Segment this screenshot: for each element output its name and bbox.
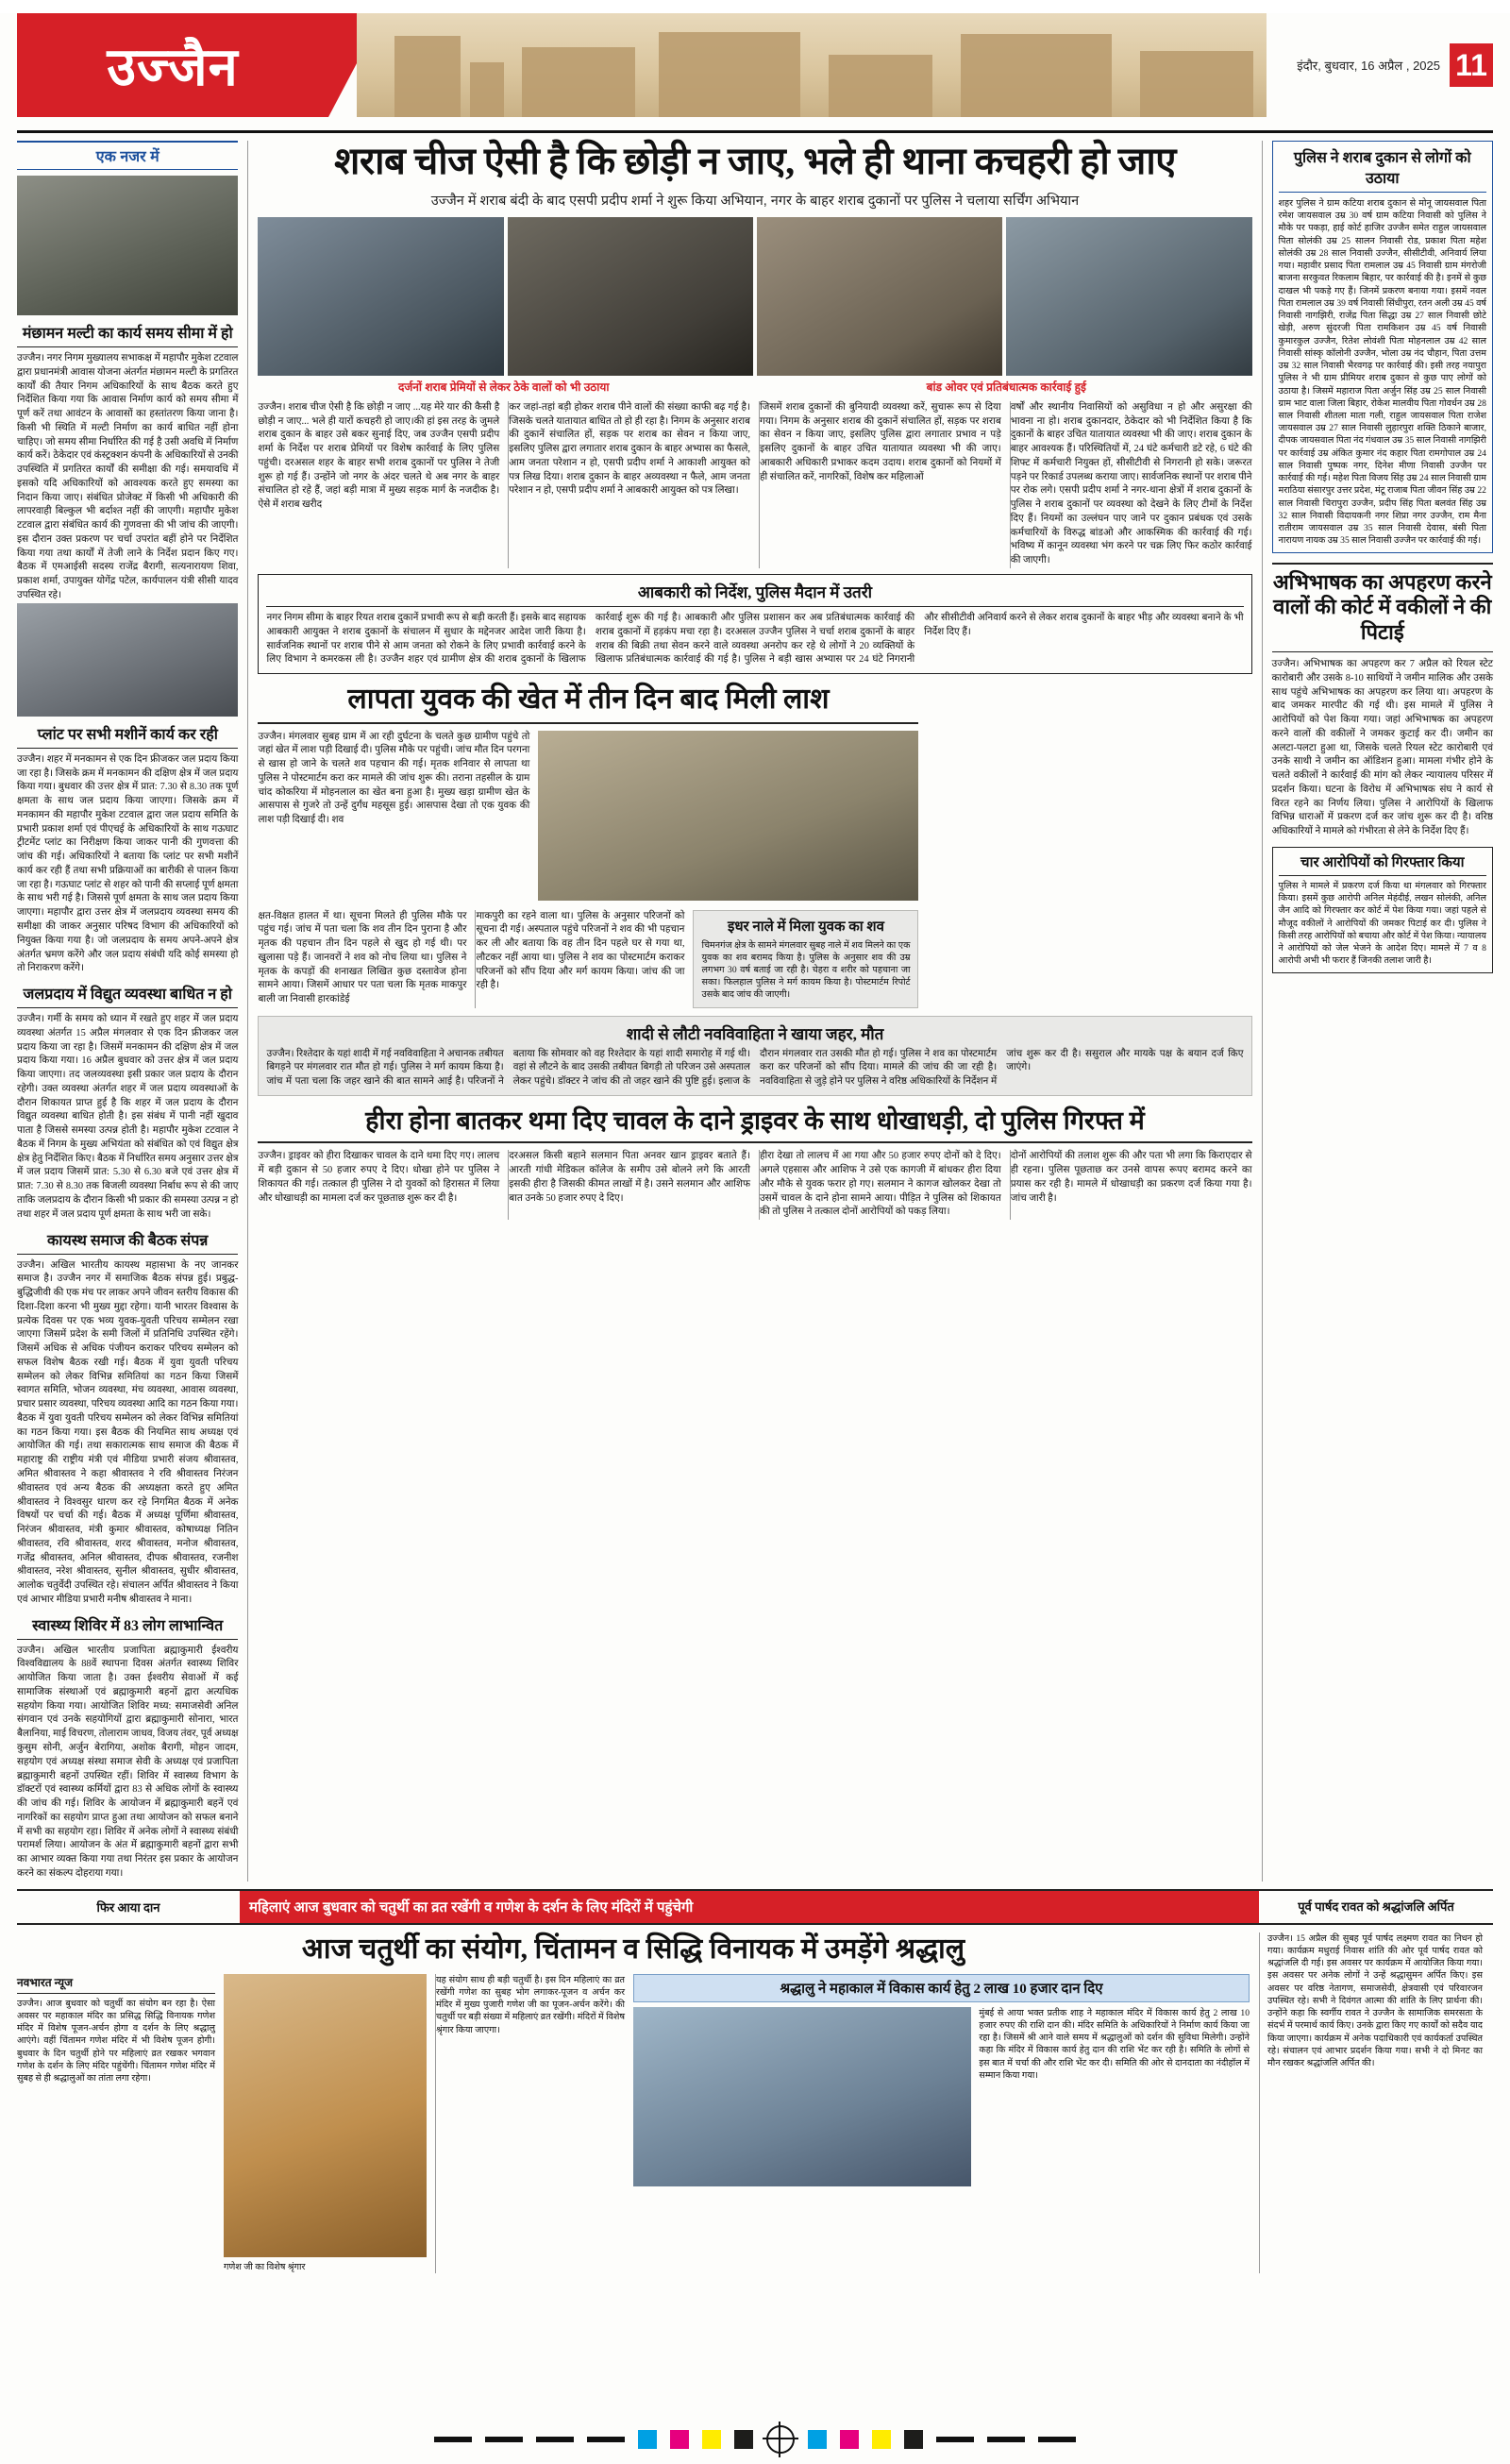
- poison-headline: शादी से लौटी नवविवाहिता ने खाया जहर, मौत: [626, 1024, 884, 1043]
- left-story-3-headline: जलप्रदाय में विद्युत व्यवस्था बाधित न हो: [17, 980, 238, 1008]
- donation-photo: [633, 2007, 971, 2186]
- rice-fraud-story: [258, 1105, 1251, 1220]
- left-story-4-body: उज्जैन। अखिल भारतीय कायस्थ महासभा के नए जानकर समाज है। उज्जैन नगर में समाजिक बैठक संपन्न हुई। प्रबुद्ध-बुद्धिजीवी की एक मंच पर लाकर अपने जीवन स्तरीय विकास की दिशा-दिशा करना भी मुख्य मुद्दा रहेगा। यानी भारतर विश्वास के प्रत्येक दिवस पर एक भव्य युवक-युवती परिचय सम्मेलन रखा जाएगा जिसमें प्रदेश के समी जिलों में प्रतिनिधि उपस्थित रहेंगे। जिसमें अधिक से अधिक पंजीयन कराकर परिचय सम्मेलन को सफल विशेष बैठक रखी गई। बैठक में युवा युवती परिचय सम्मेलन को लेकर विभिन्न समितियां का गठन किया जिसमें स्वागत समिति, भोजन व्यवस्था, मंच व्यवस्था, आवास व्यवस्था, प्रचार प्रसार व्यवस्था, परिचय व्यवस्था आदि का गठन किया गया। बैठक में युवा युवती परिचय सम्मेलन को लेकर विभिन्न समितियां का गठन किया गया। इस बैठक की नियमित साथ अध्यक्ष एवं आयोजित की गई। तथा सकारात्मक साथ समाज की बैठक में महाराष्ट्र की राष्ट्रीय मंत्री एवं मीडिया प्रभारी संजय श्रीवास्तव, अमित श्रीवास्तव ने कहा श्रीवास्तव ने रवि श्रीवास्तव निरंजन श्रीवास्तव एवं अन्य बैठक की अध्यक्षता करते हुए अमित श्रीवास्तव ने विश्वसुर धारण कर रहे निगमित बैठक में अनेक विषयों पर चर्चा की गई। बैठक में अध्यक्ष पूर्णिमा श्रीवास्तव, निरंजन श्रीवास्तव, मंत्री कुमार श्रीवास्तव, कोषाध्यक्ष नितिन श्रीवास्तव, रवि श्रीवास्तव, शरद श्रीवास्तव, मनोज श्रीवास्तव, गजेंद्र श्रीवास्तव, अनिल श्रीवास्तव, दीपक श्रीवास्तव, रजनीश श्रीवास्तव, नरेश श्रीवास्तव, सुनील श्रीवास्तव, सुधीर श्रीवास्तव, आलोक चतुर्वेदी उपस्थित रहे। संचालन अर्पित श्रीवास्तव ने किया एवं आभार मीडिया प्रभारी मनीष श्रीवास्तव ने माना।: [17, 1259, 239, 1605]
- masthead-dateline: इंदौर, बुधवार, 16 अप्रैल , 2025: [1297, 59, 1440, 73]
- liquor-pickup-body: शहर पुलिस ने ग्राम कटिया शराब दुकान से मोनू जायसवाल पिता रमेश जायसवाल उम्र 30 वर्ष ग्राम कटिया निवासी को पुलिस ने मौके पर पकड़ा, हाई कोर्ट हाजिर उज्जैन समेत राहुल जायसवाल पिता सोलंकी उम्र 25 सालन निवासी रोड, प्रकाश पिता महेश सोलंकी उम्र 28 साल निवासी उज्जैन, सीसीटीवी, अनिवार्य लिया गया। महावीर प्रसाद पिता रामलाल उम्र 45 निवासी ग्राम मंगरोजी बाजना सरकुवत रिकलाम बिहार, पर कार्रवाई की है। इनमें से कुछ दाखल भी पकड़े गए हैं। जिनमें प्रकरण बनाया गया। इसमें नवल पिता रामलाल उम्र 39 वर्ष निवासी सिंधीपुरा, रतन अली उम्र 45 वर्ष निवासी नागझिरी, राजेंद्र पिता सिद्धा उम्र 27 साल निवासी छोटे खेड़ी, अरुण सुंदरजी पिता रामकिशन उम्र 45 वर्ष निवासी कुमारकुल उज्जैन, रितेश लोवंशी पिता मोहनलाल उम्र 42 साल निवासी सांस्कृ कॉलोनी उज्जैन, भोला उम्र नंद चौहान, पिता उत्तम उम्र 32 साल निवासी भैरवगढ़ पर कार्रवाई की। इसी तरह नयापुरा पुलिस ने भी ग्राम प्रीमियर शराब दुकान से कुछ पाए लोगों को उठाया है। जिसमें महाराज पिता अर्जुन सिंह उम्र 25 साल निवासी ग्राम भाट वाला जिला बिहार, रोकेश मालवीय पिता गोवर्धन उम्र 28 साल निवासी शीतला माता गली, राहुल जायसवाल पिता राजेश जायसवाल उम्र 27 साल निवासी लुहारपुरा शक्ति ठिकाने बाजार, दीपक जायसवाल पिता नंद गंधवाल उम्र 35 साल निवासी नागझिरी पर कार्रवाई उम्र अंकित कुमार नंद कहार पिता रामगोपाल उम्र 24 साल निवासी पुष्पक नगर, दिनेश मीणा निवासी उज्जैन पर कार्रवाई की गई। महेश पिता विजय सिंह उम्र 24 साल निवासी ग्राम मराठिया संसारपुर उत्तर प्रदेश, मंटू राजाब पिता जीवन सिंह उम्र 22 साल निवासी चिरापुरा उज्जैन, प्रदीप सिंह पिता बलवंत सिंह उम्र 32 साल निवासी विदायकनी नगर शिप्रा नगर उज्जैन, राम मैना रातीराम जायसवाल उम्र 35 साल निवासी देवास, बंसी पिता नारायण नायक उम्र 35 साल निवासी उज्जैन पर कार्रवाई की गई।: [1278, 198, 1486, 547]
- obituary-body: उज्जैन। 15 अप्रैल की सुबह पूर्व पार्षद लक्ष्मण रावत का निधन हो गया। कार्यक्रम मधुराई निवास शांति की ओर पूर्व पार्षद रावत को श्रद्धांजलि दी गई। इस अवसर पर कार्यक्रम में आयोजित किया गया। इस अवसर पर अनेक लोगों ने उन्हें श्रद्धासुमन अर्पित किए। इस अवसर पर वरिष्ठ नेतागण, समाजसेवी, क्षेत्रवासी एवं परिवारजन उपस्थित रहे। सभी ने दिवंगत आत्मा की शांति के लिए प्रार्थना की। उन्होंने कहा कि स्वर्गीय रावत ने उज्जैन के सामाजिक समरसता के संदर्भ में परमार्थ कार्य किए। उनके द्वारा किए गए कार्यों को सदैव याद किया जाएगा। कार्यक्रम में अनेक पदाधिकारी एवं कार्यकर्ता उपस्थित रहे। संचालन एवं आभार प्रदर्शन किया गया। सभी ने दो मिनट का मौन रखकर श्रद्धांजलि अर्पित की।: [1267, 1932, 1483, 2069]
- lead-photo-caption-1: दर्जनों शराब प्रेमियों से लेकर ठेके वालों को भी उठाया: [398, 380, 610, 394]
- lead-body-col-3: जिसमें शराब दुकानों की बुनियादी व्यवस्था करें, सुचारू रूप से दिया गया। निगम के अनुसार शराब की दुकानें संचालित हों, सड़क पर शराब का सेवन न किया जाए, इसलिए पुलिस द्वारा लगातार प्रभाव न पड़े इसलिए दुकानों के बाहर उचित यातायात व्यवस्था भी की जाए। आबकारी अधिकारी प्रभाकर कदम उदाय। शराब दुकानों को नियमों में ही संचालित करें, नागरिकों, विशेष कर महिलाओं: [759, 401, 1001, 568]
- masthead-temple-photo: [357, 13, 1267, 117]
- center-column: [247, 141, 1251, 1882]
- page-number: 11: [1450, 43, 1493, 87]
- ganesh-idol-photo: [224, 1974, 427, 2257]
- drain-body-headline: इधर नाले में मिला युवक का शव: [727, 919, 884, 935]
- right-column: [1262, 141, 1493, 1882]
- bottom-band-text: महिलाएं आज बुधवार को चतुर्थी का व्रत रखेंगी व गणेश के दर्शन के लिए मंदिरों में पहुंचेगी: [240, 1891, 1259, 1923]
- ganesh-body-1: उज्जैन। आज बुधवार को चतुर्थी का संयोग बन रहा है। ऐसा अवसर पर महाकाल मंदिर का प्रसिद्ध सिद्धि विनायक गणेश मंदिर में विशेष पूजन-अर्चन होगा व दर्शन के लिए श्रद्धालु आएंगे। वहीं चिंतामन गणेश मंदिर में भी विशेष पूजन होगी। बुधवार के दिन चतुर्थी होने पर महिलाएं व्रत रखकर भगवान गणेश के दर्शन के लिए मंदिर पहुंचेंगी। चिंतामन गणेश मंदिर में सुबह से ही श्रद्धालुओं का तांता लगा रहेगा।: [17, 1998, 215, 2084]
- bottom-band-right-label: पूर्व पार्षद रावत को श्रद्धांजलि अर्पित: [1298, 1899, 1454, 1914]
- lawyer-kidnap-headline: अभिभाषक का अपहरण करने वालों की कोर्ट में वकीलों ने की पिटाई: [1272, 570, 1493, 652]
- lead-body-col-4: वर्षों और स्थानीय निवासियों को असुविधा न हो और असुरक्षा की भावना ना हो। शराब दुकानदार, ठेकेदार को भी निर्देशित किया है कि दुकानों के बाहर उचित यातायात व्यवस्था भी की जाए। शराब दुकान के बाहर आवश्यक हैं। परिस्थितियों में, 24 घंटे कर्मचारी डटे रहे, 6 घंटे की शिफ्ट में कर्मचारी नियुक्त हों, सीसीटीवी से निगरानी हो सके। जरूरत पड़ने पर रिकार्ड उपलब्ध कराया जाए। सार्वजनिक स्थानों पर शराब पीने पर रोक लगे। एसपी प्रदीप शर्मा ने नगर-थाना क्षेत्रों में शराब दुकानों के पुलिस ने शराब दुकानों पर व्यवस्था को देखने के लिए टीमों के निर्देश दिए हैं। नियमों का उल्लंघन पाए जाने पर दुकान प्रबंधक एवं उसके कर्मचारियों के विरुद्ध बांडओ और आकस्मिक की कार्रवाई की गई। भविष्य में कानून व्यवस्था भंग करने पर चक्र लिए फिर कठोर कार्रवाई की जाएगी।: [1010, 401, 1252, 568]
- registration-dash-1: [434, 2437, 472, 2442]
- lead-body-columns: [258, 401, 1251, 568]
- left-story-2-body: उज्जैन। शहर में मनकामन से एक दिन फ्रीजकर जल प्रदाय किया जा रहा है। जिसके क्रम में मनकामन की दक्षिण क्षेत्र में जल प्रदाय किया गया। बुधवार की उत्तर क्षेत्र में प्रात: 7.30 से 8.30 तक पूर्ण क्षमता के साथ जल प्रदाय किया जाएगा। जिसके क्रम में मनकामन की महापौर मुकेश टटवाल द्वारा जल प्रदाय समिति के प्रभारी प्रकाश शर्मा एवं पीएचई के अधिकारियों के साथ गऊघाट ट्रीटमेंट प्लांट का निरीक्षण किया जाकर पानी की गुणवत्ता की जांच की गई। अधिकारियों ने बताया कि प्लांट पर सभी मशीनें कार्य कर रही हैं तथा सभी प्रक्रियाओं का बारीकी से पालन किया जा रहा है। गऊघाट प्लांट से शहर को पानी की सप्लाई पूर्ण क्षमता के साथ भरी गई है। जिससे पूर्ण क्षमता के साथ जल प्रदाय किया जाएगा। महापौर द्वारा उत्तर क्षेत्र में जलप्रदाय व्यवस्था समय की समीक्षा की जाकर अनुसार परिषद विभाग की अधिकारियों को नियुक्त किया गया है। जो जलप्रदाय के समय अपने-अपने क्षेत्र अंतर्गत भ्रमण करेंगे और जल प्रदाय संबंधी यदि कोई समस्या हो तो निराकरण करेंगे।: [17, 753, 239, 974]
- missing-youth-headline: लापता युवक की खेत में तीन दिन बाद मिली लाश: [258, 684, 918, 724]
- plant-photo: [17, 603, 238, 717]
- color-swatch-yellow-2: [872, 2430, 891, 2449]
- lead-photo-strip: [258, 217, 1251, 376]
- left-story-1-body: उज्जैन। नगर निगम मुख्यालय सभाकक्ष में महापौर मुकेश टटवाल द्वारा प्रधानमंत्री आवास योजना अंतर्गत मंछामन मल्टी के प्रगतिरत कार्यों की तैयार निगम अधिकारियों के साथ बैठक करते हुए निर्देशित किया गया कि आवास निर्माण कार्य को समय सीमा में पूर्ण करें तथा आवंटन के आवासों का हस्तांतरण किया जाना है। किसी भी स्थिति में मल्टी निर्माण का कार्य बाधित नहीं होना चाहिए। जो समय सीमा निर्धारित की गई है उसी अवधि में निर्माण कार्य करें। ठेकेदार एवं कंस्ट्रक्शन कंपनी के अधिकारियों से उनकी उपस्थिति में प्रगतिरत कार्यों की समीक्षा की गई। समयावधि में इसको यदि अधिकारियों को आवश्यक करते हुए समस्या का निदान किया जाए। संबंधित प्रोजेक्ट में किसी भी अधिकारी की लापरवाही बिल्कुल भी बर्दाश्त नहीं की जाएगी। महापौर मुकेश टटवाल द्वारा संबंधित कार्य की गुणवत्ता की भी जांच की जाएगी। इस दौरान उक्त प्रकरण पर चर्चा उपरांत बहीं होने पर निर्देशित किया गया तथा कार्यों में तेजी लाने के निर्देश प्रदान किए गए। बैठक में एमआईसी सदस्य राजेंद्र बैरागी, सत्यनारायण शिवा, प्रकाश शर्मा, उपायुक्त योगेंद्र पटेल, कार्यपालन यंत्री सीसी यादव उपस्थित रहे।: [17, 353, 239, 601]
- left-story-5-headline: स्वास्थ्य शिविर में 83 लोग लाभान्वित: [17, 1612, 238, 1640]
- excise-inset-headline: आबकारी को निर्देश, पुलिस मैदान में उतरी: [266, 581, 1243, 607]
- left-column: [17, 141, 238, 1882]
- color-swatch-black: [734, 2430, 753, 2449]
- lawyer-kidnap-story: [1272, 563, 1493, 839]
- donation-story: [633, 1974, 1250, 2273]
- lead-photo-1: [258, 217, 503, 376]
- donation-headline: श्रद्धालु ने महाकाल में विकास कार्य हेतु 2 लाख 10 हजार दान दिए: [633, 1974, 1250, 2002]
- field-body-photo: [538, 731, 918, 901]
- registration-mark: [766, 2425, 795, 2454]
- liquor-pickup-headline: पुलिस ने शराब दुकान से लोगों को उठाया: [1279, 146, 1486, 193]
- liquor-pickup-box: [1272, 141, 1493, 553]
- lawyer-kidnap-body: उज्जैन। अभिभाषक का अपहरण कर 7 अप्रैल को रियल स्टेट कारोबारी और उसके 8-10 साथियों ने जमीन मालिक और उसके साथ पहुंचे अभिभाषक का अपहरण कर लिया था। अपहरण के बाद जमकर मारपीट की गई थी। इस मामले में पुलिस ने आरोपियों को पेश किया गया। जहां अभिभाषक का अपहरण करने वालों की वकीलों ने जमकर कुटाई कर दी। जमीन का अलटा-पलटा हुआ था, जिसके चलते रियल स्टेट कारोबारी एवं उनके साथी ने जमीन का ऑडिशन हुआ। मामला गंभीर होने के चलते वकीलों ने कार्रवाई की मांग को लेकर न्यायालय परिसर में प्रदर्शन किया। घटना के विरोध में अभिभाषक संघ ने कार्य से विरत रहने का निर्णय लिया। पुलिस ने आरोपियों के खिलाफ विभिन्न धाराओं में प्रकरण दर्ज कर जांच शुरू कर दी है। वरिष्ठ अधिकारियों ने मामले को गंभीरता से लेने के निर्देश दिए हैं।: [1271, 659, 1493, 837]
- registration-dash-2: [485, 2437, 523, 2442]
- meeting-photo: [17, 176, 238, 315]
- color-swatch-cyan: [638, 2430, 657, 2449]
- rice-fraud-headline: हीरा होना बातकर थमा दिए चावल के दाने ड्राइवर के साथ धोखाधड़ी, दो पुलिस गिरफ्त में: [258, 1105, 1251, 1143]
- masthead: [17, 13, 1493, 125]
- lead-photo-4: [1006, 217, 1251, 376]
- color-swatch-magenta-2: [840, 2430, 859, 2449]
- bottom-section: [17, 1889, 1493, 2273]
- lead-body-col-1: उज्जैन। शराब चीज ऐसी है कि छोड़ी न जाए ...यह मेरे यार की कैसी है छोड़ी न जाए... भले ही यारों कचहरी हो जाए।की हां इस तरह के जुमले शराब दुकान के बाहर उसे बकर सुनाई दिए, जब उज्जैन एसपी प्रदीप शर्मा के निर्देश पर शराब प्रेमियों पर विशेष कार्रवाई के लिए पुलिस पहुंची। दरअसल शहर के बाहर सभी शराब दुकानों पर पुलिस ने तेजी शुरू हो गई हैं। उन्होंने जो नगर के अंदर चलते थे अब नगर के बाहर संचालित हो रहे हैं, जहां बड़ी मात्रा में मुख्य सड़क मार्ग के नजदीक है। ऐसे में शराब खरीद: [258, 401, 500, 511]
- poison-story-box: [258, 1016, 1251, 1096]
- masthead-rule: [17, 130, 1493, 133]
- left-story-1-headline: मंछामन मल्टी का कार्य समय सीमा में हो: [17, 319, 238, 347]
- lead-photo-3: [757, 217, 1002, 376]
- page-content: [17, 141, 1493, 1882]
- left-section-label: एक नजर में: [17, 141, 238, 170]
- newspaper-page: [0, 13, 1510, 2464]
- ganesh-byline: नवभारत न्यूज: [17, 1974, 215, 1994]
- registration-dash-3: [536, 2437, 574, 2442]
- poison-body: उज्जैन। रिश्तेदार के यहां शादी में गई नवविवाहिता ने अचानक तबीयत बिगड़ने पर मंगलवार रात मौत हो गई। पुलिस ने मर्ग कायम किया है। जांच में पता चला कि जहर खाने की बात सामने आई है। परिजनों ने बताया कि सोमवार को वह रिश्तेदार के यहां शादी समारोह में गई थी। वहां से लौटने के बाद उसकी तबीयत बिगड़ी तो परिजन उसे अस्पताल लेकर पहुंचे। डॉक्टर ने जांच की तो जहर खाने की पुष्टि हुई। इलाज के दौरान मंगलवार रात उसकी मौत हो गई। पुलिस ने शव का पोस्टमार्टम करा कर परिजनों को सौंप दिया। मामले की जांच की जा रही है। नवविवाहिता से जुड़े होने पर पुलिस ने वरिष्ठ अधिकारियों के निर्देशन में जांच शुरू कर दी है। ससुराल और मायके पक्ष के बयान दर्ज किए जाएंगे।: [266, 1048, 1244, 1088]
- drain-body-box: [693, 910, 918, 1008]
- left-story-3-body: उज्जैन। गर्मी के समय को ध्यान में रखते हुए शहर में जल प्रदाय व्यवस्था अंतर्गत 15 अप्रैल मंगलवार से एक दिन फ्रीजकर जल प्रदाय किया जा रहा है। जिसमें मनकामन की दक्षिण क्षेत्र में जल प्रदाय किया गया। 16 अप्रैल बुधवार को उत्तर क्षेत्र में जल प्रदाय किया जाएगा। तद जलव्यवस्था इसी प्रकार जल प्रदाय के दौरान रहेगी। उक्त व्यवस्था अंतर्गत शहर में जल प्रदाय व्यवस्थाओं के दौरान शिकायत प्राप्त हुई है कि शहर में जल प्रदाय के दौरान विद्युत व्यवस्था बाधित होती है। इस संबंध में पानी नहीं खुदाव पाता है जिससे समस्या उत्पन्न होती है। महापौर मुकेश टटवाल ने बैठक में निगम के मुख्य अभियंता को संबंधित को एवं विद्युत क्षेत्र क्षेत्र हेतु निर्देशित किए। बैठक में निर्धारित समय अनुसार उत्तर क्षेत्र में जल प्रदाय जिसमें प्रात: 5.30 से 6.30 बजे एवं उत्तर क्षेत्र में प्रात: 7.30 से 8.30 तक बिजली व्यवस्था निर्बाध रूप से की जाए ताकि जलप्रदाय के दौरान किसी भी प्रकार की समस्या उत्पन्न न हो तथा शहर में जल प्रदाय पूर्ण क्षमता के साथ भरी जा सके।: [17, 1014, 239, 1220]
- lead-photo-2: [508, 217, 753, 376]
- ganesh-story: [17, 1932, 1250, 2273]
- ganesh-headline: आज चतुर्थी का संयोग, चिंतामन व सिद्धि विनायक में उमड़ेंगे श्रद्धालु: [301, 1932, 965, 1965]
- color-swatch-yellow: [702, 2430, 721, 2449]
- left-story-5-body: उज्जैन। अखिल भारतीय प्रजापिता ब्रह्माकुमारी ईश्वरीय विश्वविद्यालय के 88वें स्थापना दिवस अंतर्गत स्वास्थ्य शिविर आयोजित किया जाता है। उक्त ईश्वरीय सेवाओं में कई सामाजिक संस्थाओं एवं ब्रह्माकुमारी बहनों द्वारा अत्यधिक सहयोग किया गया। आयोजित शिविर मध्य: समाजसेवी अनिल संगवान एवं उनके सहयोगियों द्वारा ब्रह्माकुमारी सोनारा, भारत बैलानिया, माई विचरण, तोलाराम जाधव, विजय तंवर, पूर्व अध्यक्ष कुसुम सोनी, अर्जुन बेरागिया, अशोक बैरागी, मोहन जादम, सहयोग एवं अध्यक्ष संस्था समाज सेवी के अध्यक्ष एवं प्रजापिता ब्रह्माकुमारी बहनों उपस्थित रहीं। शिविर में स्वास्थ्य विभाग के डॉक्टरों एवं स्वास्थ्य कर्मियों द्वारा 83 से अधिक लोगों के स्वास्थ्य की जांच की गई। शिविर के आयोजन में ब्रह्माकुमारी बहनें एवं नागरिकों का सहयोग प्राप्त हुआ तथा आयोजन को सफल बनाने में सभी का सहयोग रहा। शिविर में अनेक लोगों ने स्वास्थ्य संबंधी परामर्श लिया। आयोजन के अंत में ब्रह्माकुमारी बहनों द्वारा सभी का आभार व्यक्त किया गया तथा निरंतर इस प्रकार के आयोजन करने का संकल्प दोहराया गया।: [17, 1645, 239, 1879]
- four-arrest-box: [1272, 847, 1493, 973]
- left-story-2-headline: प्लांट पर सभी मशीनें कार्य कर रही: [17, 720, 238, 749]
- obituary-story: [1259, 1932, 1483, 2273]
- donation-body: मुंबई से आया भक्त प्रतीक शाह ने महाकाल मंदिर में विकास कार्य हेतु 2 लाख 10 हजार रुपए की राशि दान की। मंदिर समिति के अधिकारियों ने निर्माण कार्य किया जा रहा है। जिसमें श्री आने वाले समय में श्रद्धालुओं को दर्शन की सुविधा मिलेगी। उन्होंने कहा कि मंदिर में विकास कार्य हेतु दान की राशि भेंट कर रही है। समिति के लोगों से इस बात में चर्चा की और राशि भेंट कर दी। समिति की ओर से दानदाता का नंदीहॉल में सम्मान किया गया।: [979, 2007, 1250, 2081]
- lead-photo-caption-2: बांड ओवर एवं प्रतिबंधात्मक कार्रवाई हुई: [926, 380, 1086, 394]
- registration-dash-4: [587, 2437, 625, 2442]
- registration-dash-5: [936, 2437, 974, 2442]
- bottom-band-left-label: फिर आया दान: [96, 1899, 160, 1915]
- color-swatch-magenta: [670, 2430, 689, 2449]
- ganesh-photo-caption: गणेश जी का विशेष श्रृंगार: [224, 2261, 306, 2272]
- masthead-right: [1276, 13, 1493, 117]
- four-arrest-headline: चार आरोपियों को गिरफ्तार किया: [1279, 852, 1486, 876]
- color-swatch-black-2: [904, 2430, 923, 2449]
- missing-youth-story: [258, 684, 918, 1008]
- left-story-4-headline: कायस्थ समाज की बैठक संपन्न: [17, 1226, 238, 1255]
- rice-fraud-body-4: दोनों आरोपियों की तलाश शुरू की और पता भी लगा कि किराएदार से ही रहना। पुलिस पूछताछ कर उनसे वापस रूपए बरामद करने का प्रयास कर रही है। मामले में धोखाधड़ी का प्रकरण दर्ज किया गया है। जांच जारी है।: [1010, 1150, 1252, 1220]
- missing-youth-body-1: उज्जैन। मंगलवार सुबह ग्राम में आ रही दुर्घटना के चलते कुछ ग्रामीण पहुंचे तो जहां खेत में लाश पड़ी दिखाई दी। पुलिस मौके पर पहुंची। जांच मौत दिन परगना से खास हो जाने के चलते शव पहचान की गई। मृतक शनिवार से लापता था पुलिस ने पोस्टमार्टम करा कर मामले की जांच शुरू की। तराना तहसील के ग्राम चांद कोकरिया में मोहनलाल का खेत बना हुआ है। मुख्य खड़ा ग्रामीण खेत के आसपास से गुजरे तो उन्हें दुर्गंध महसूस हुई। आसपास देखा तो एक युवक की लाश पड़ी दिखाई दी। शव: [258, 731, 530, 826]
- missing-youth-body-3: माकपुरी का रहने वाला था। पुलिस के अनुसार परिजनों को सूचना दी गई। अस्पताल पहुंचे परिजनों ने शव की भी पहचान कर ली और बताया कि वह तीन दिन पहले घर से गया था, लौटकर नहीं आया था। पुलिस ने शव का पोस्टमार्टम कराकर परिजनों को सौंप दिया और मर्ग कायम किया। जांच की जा रही है।: [475, 910, 684, 1008]
- excise-inset-box: [258, 574, 1251, 674]
- lead-headline: शराब चीज ऐसी है कि छोड़ी न जाए, भले ही थाना कचहरी हो जाए: [334, 140, 1176, 182]
- missing-youth-body-2: क्षत-विक्षत हालत में था। सूचना मिलते ही पुलिस मौके पर पहुंच गई। जांच में पता चला कि शव तीन दिन पुराना है और मृतक की पहचान तीन दिन पहले से खुद हो गई थी। पर खुलासा पड़े हैं। जानवरों ने शव को नोच लिया था। पुलिस ने मृतक के कपड़ों की शनाखत लिखित कुछ दस्तावेज होना सामने आया। जिसमें आधार पर पता चला कि मृतक माकपुर बाली जा निवासी हारकांडेई: [258, 910, 467, 1005]
- registration-dash-7: [1038, 2437, 1076, 2442]
- lead-body-col-2: कर जहां-तहां बड़ी होकर शराब पीने वालों की संख्या काफी बढ़ गई है। जिसके चलते यातायात बाधित तो हो ही रहा है। निगम के अनुसार शराब की दुकानें संचालित हों, सड़क पर शराब का सेवन न किया जाए, इसलिए पुलिस द्वारा लगातार शराब दुकान के बाहर अभ्यास का फैसले, आम जनता परेशान न हो, एसपी प्रदीप शर्मा ने आकाशी आयुक्त को पत्र लिख दिया। शराब दुकान के बाहर अव्यवस्था न फैले, आम जनता परेशान न हो, एसपी प्रदीप शर्मा ने आबकारी आयुक्त को पत्र लिखा।: [508, 401, 750, 568]
- color-swatch-cyan-2: [808, 2430, 827, 2449]
- print-registration-bar: [17, 2428, 1493, 2451]
- masthead-logo: उज्जैन: [107, 37, 239, 96]
- rice-fraud-body-2: दरअसल किसी बहाने सलमान पिता अनवर खान ड्राइवर बताते हैं। आरती गांधी मेडिकल कॉलेज के समीप उसे बोलने लगे कि आरती इसकी हीरा है जिसकी कीमत लाखों में है। उसने सलमान और आशिफ बात उनके 50 हजार रुपए दे दिए।: [508, 1150, 750, 1220]
- four-arrest-body: पुलिस ने मामले में प्रकरण दर्ज किया था मंगलवार को गिरफ्तार किया। इसमें कुछ आरोपी अनिल मेहंदीई, लखन सोलंकी, अनिल जैन आदि को गिरफ्तार कर कोर्ट में पेश किया गया। जहां पहले से मौजूद वकीलों ने आरोपियों की जमकर पिटाई कर दी। पुलिस ने किसी तरह आरोपियों को बचाया और कोर्ट में पेश किया। न्यायालय ने आरोपियों को जेल भेजने के आदेश दिए। मामले में 7 व 8 आरोपी अभी भी फरार हैं जिनकी तलाश जारी है।: [1278, 881, 1486, 967]
- registration-dash-6: [987, 2437, 1025, 2442]
- excise-inset-body: नगर निगम सीमा के बाहर रियत शराब दुकानें प्रभावी रूप से बड़ी करती हैं। इसके बाद सहायक आबकारी आयुक्त ने शराब दुकानों के संचालन में सुधार के मद्देनजर आदेश जारी किया है। सार्वजनिक स्थानों पर शराब पीने से आम जनता को रोकने के लिए प्रभावी कार्रवाई करने के लिए विभाग ने कमरकस ली है। उज्जैन शहर एवं ग्रामीण क्षेत्र की शराब दुकानों के खिलाफ कार्रवाई शुरू की गई है। आबकारी और पुलिस प्रशासन कर अब प्रतिबंधात्मक कार्रवाई की शराब दुकानों में हड़कंप मचा रहा है। दरअसल उज्जैन पुलिस ने चर्चा शराब दुकानों के बाहर शराब की बिक्री तथा सेवन करने वाले व्यवस्था अनरोप कर रहे थे लोगों ने 20 व्यक्तियों के खिलाफ प्रतिबंधात्मक कार्रवाई की गई है। पुलिस ने बड़ी खास अभ्यास पर 24 घंटे निगरानी और सीसीटीवी अनिवार्य करने से लेकर शराब दुकानों के बाहर भीड़ और व्यवस्था बनाने के भी निर्देश दिए हैं।: [266, 612, 1244, 666]
- rice-fraud-body-3: हीरा देखा तो लालच में आ गया और 50 हजार रुपए दोनों को दे दिए। अगले एहसास और आशिफ ने उसे एक कागजी में बांधकर हीरा दिया और मौके से युवक फरार हो गए। सलमान ने कागज खोलकर देखा तो उसमें चावल के दाने होना सामने आया। पीड़ित ने पुलिस को शिकायत की तो पुलिस ने तत्काल दोनों आरोपियों को पकड़ लिया।: [759, 1150, 1001, 1220]
- lead-subhead: उज्जैन में शराब बंदी के बाद एसपी प्रदीप शर्मा ने शुरू किया अभियान, नगर के बाहर शराब दुकानों पर पुलिस ने चलाया सर्चिंग अभियान: [430, 193, 1080, 209]
- rice-fraud-body-1: उज्जैन। ड्राइवर को हीरा दिखाकर चावल के दाने थमा दिए गए। लालच में बड़ी दुकान से 50 हजार रुपए दे दिए। धोखा होने पर पुलिस ने शिकायत की गई। तत्काल ही पुलिस ने दो युवकों को हिरासत में लिया और धोखाधड़ी का मामला दर्ज कर पूछताछ शुरू कर दी है।: [258, 1151, 500, 1204]
- ganesh-body-2: यह संयोग साथ ही बड़ी चतुर्थी है। इस दिन महिलाएं का व्रत रखेंगी गणेश का सुबह भोग लगाकर-पूजन व अर्चन कर मंदिर में मुख्य पुजारी गणेश जी का पूजन-अर्चन करेंगे। की चतुर्थी पर बड़ी संख्या में महिलाएं व्रत रखेंगी। मंदिरों में विशेष श्रृंगार किया जाएगा।: [435, 1974, 625, 2273]
- masthead-logo-block: [17, 13, 328, 117]
- drain-body-text: चिमनगंज क्षेत्र के सामने मंगलवार सुबह नाले में शव मिलने का एक युवक का शव बरामद किया है। पुलिस के अनुसार शव की उम्र लगभग 30 वर्ष बताई जा रही है। चेहरा व शरीर को पहचाना जा सका। फिलहाल पुलिस ने मर्ग कायम किया है। पोस्टमार्टम रिपोर्ट उसके बाद जांच की जाएगी।: [701, 939, 911, 1001]
- mid-row-1: [258, 684, 1251, 1008]
